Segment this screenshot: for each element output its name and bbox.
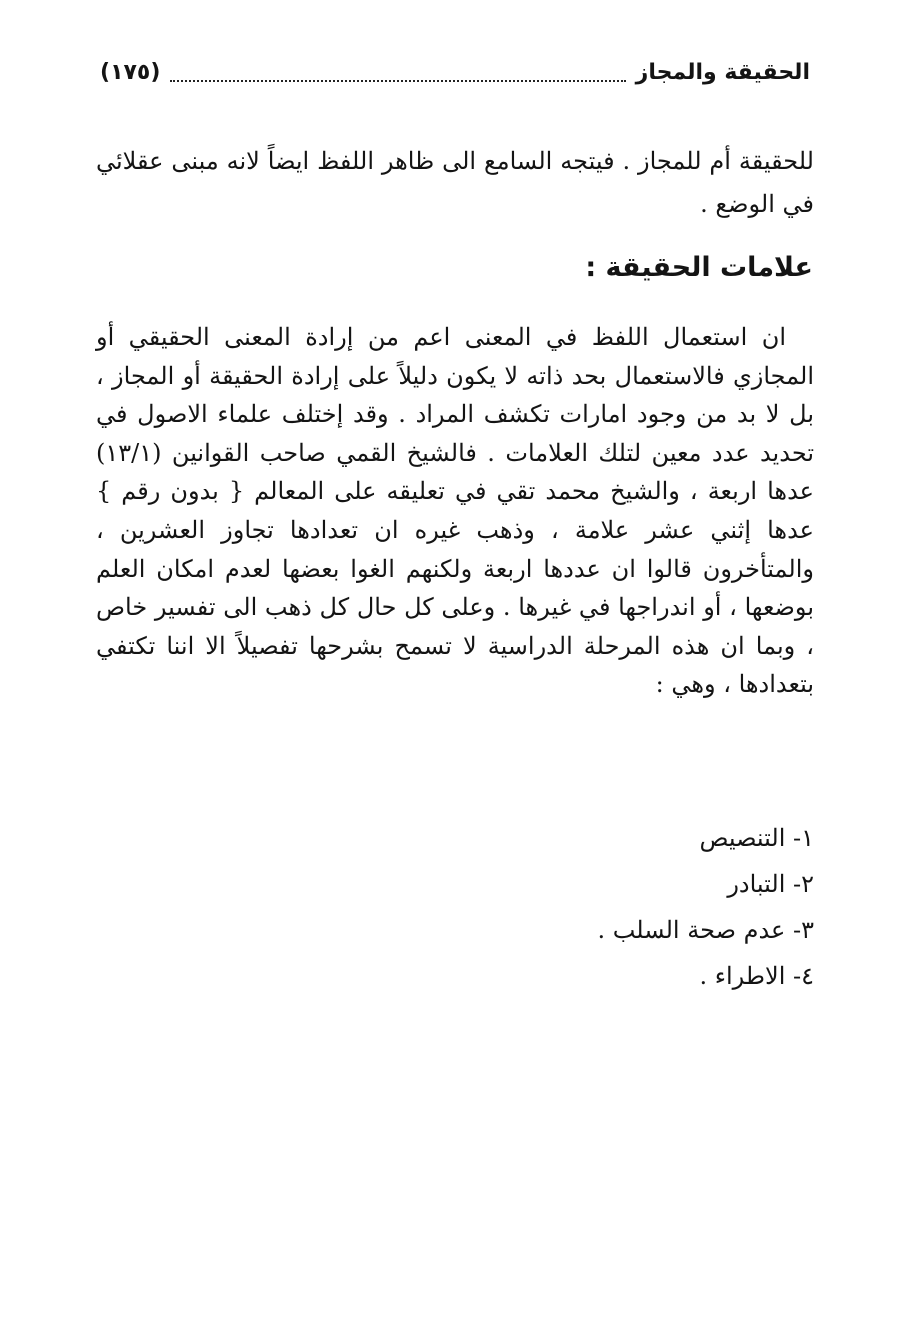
leader-dots <box>170 62 625 82</box>
page-number: (١٧٥) <box>100 59 161 85</box>
list-item: ٤- الاطراء . <box>699 962 814 990</box>
opening-text: للحقيقة أم للمجاز . فيتجه السامع الى ظاهر اللفظ ايضاً لانه مبنى عقلائي في الوضع . <box>96 147 814 218</box>
list-item: ٣- عدم صحة السلب . <box>597 916 814 944</box>
list-item: ١- التنصيص <box>699 824 814 852</box>
running-head-title: الحقيقة والمجاز <box>635 59 810 85</box>
list-item: ٢- التبادر <box>727 870 814 898</box>
running-head <box>100 52 810 92</box>
main-paragraph: ان استعمال اللفظ في المعنى اعم من إرادة المعنى الحقيقي أو المجازي فالاستعمال بحد ذاته لا يكون دليلاً على إرادة الحقيقة أو المجاز ، بل لا بد من وجود امارات تكشف المراد . وقد إختلف علماء الاصول في تحديد عدد معين لتلك العلامات . فالشيخ القمي صاحب القوانين (١٣/١) عدها اربعة ، والشيخ محمد تقي في تعليقه على المعالم { بدون رقم } عدها إثني عشر علامة ، وذهب غيره ان تعدادها تجاوز العشرين ، والمتأخرون قالوا ان عددها اربعة ولكنهم الغوا بعضها لعدم امكان العلم بوضعها ، أو اندراجها في غيرها . وعلى كل حال كل ذهب الى تفسير خاص ، وبما ان هذه المرحلة الدراسية لا تسمح بشرحها تفصيلاً الا اننا تكتفي بتعدادها ، وهي : <box>96 323 814 699</box>
signs-list <box>597 815 814 999</box>
section-heading: علامات الحقيقة : <box>585 252 813 283</box>
